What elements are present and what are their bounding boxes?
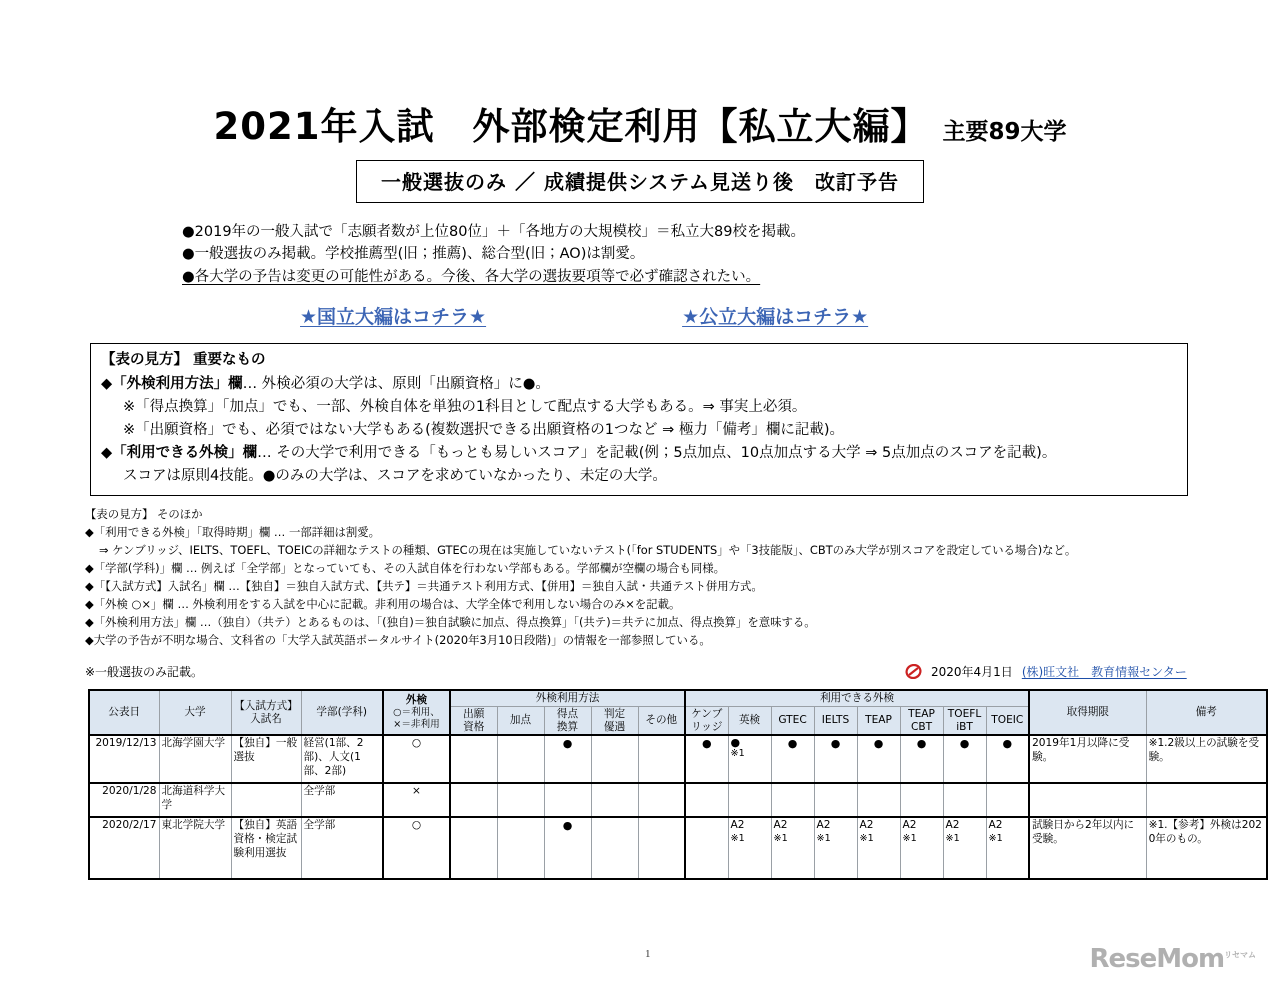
cell-university: 北海道科学大学 xyxy=(159,783,231,817)
intro-bullet-1: ●2019年の一般入試で「志願者数が上位80位」＋「各地方の大規模校」＝私立大89校を掲載。 xyxy=(182,224,805,240)
cell-toeic: ● xyxy=(986,735,1029,783)
cell-university: 東北学院大学 xyxy=(159,817,231,879)
th-cambridge-line2: リッジ xyxy=(691,720,723,733)
resemom-watermark-sup: リセマム xyxy=(1224,950,1256,960)
th-sonota: その他 xyxy=(638,706,685,735)
cell-teap-note: ※1 xyxy=(859,832,874,844)
intro-bullets xyxy=(0,221,1280,288)
table-body xyxy=(89,735,1267,879)
legend-line-4 xyxy=(101,442,1187,465)
note-line-5: ◆「【入試方式】入試名」欄 …【独自】＝独自入試方式、【共テ】＝共通テスト利用方式、【併用】＝独自入試・共通テスト併用方式。 xyxy=(85,578,763,593)
legend-line-1-text: … 外検必須の大学は、原則「出願資格」に●。 xyxy=(242,375,550,392)
subtitle-container xyxy=(0,160,1280,203)
cell-university: 北海学園大学 xyxy=(159,735,231,783)
th-toefl-ibt xyxy=(943,706,986,735)
cell-remarks xyxy=(1146,783,1267,817)
table-row xyxy=(89,783,1267,817)
th-shutsugan-line1: 出願 xyxy=(463,707,485,720)
cell-gaiken: ○ xyxy=(383,735,450,783)
cell-teap-cbt-value: A2 xyxy=(902,819,917,832)
cell-toeic xyxy=(986,817,1029,879)
table-header-group-row xyxy=(89,690,1267,706)
related-links xyxy=(0,302,1280,329)
cell-gtec xyxy=(771,817,814,879)
th-teap-cbt xyxy=(900,706,943,735)
cell-sonota xyxy=(638,783,685,817)
cell-gtec-value: A2 xyxy=(773,819,788,832)
th-hantei-yuugu xyxy=(591,706,638,735)
cell-shutsugan xyxy=(450,783,497,817)
cell-cambridge xyxy=(685,817,728,879)
th-teap: TEAP xyxy=(857,706,900,735)
resemom-watermark-text: ReseMom xyxy=(1089,944,1225,974)
cell-gaiken: × xyxy=(383,783,450,817)
link-public-universities[interactable]: ★公立大編はコチラ★ xyxy=(682,306,869,329)
cell-teap xyxy=(857,783,900,817)
cell-hantei xyxy=(591,735,638,783)
th-shutsugan-shikaku xyxy=(450,706,497,735)
th-katen: 加点 xyxy=(497,706,544,735)
th-toeic: TOEIC xyxy=(986,706,1029,735)
th-tokuten-line1: 得点 xyxy=(556,707,579,720)
cell-eiken-value: A2 xyxy=(730,819,745,832)
th-validity: 取得期限 xyxy=(1029,690,1146,736)
cell-tokuten: ● xyxy=(544,735,591,783)
cell-teap-cbt xyxy=(900,817,943,879)
th-remarks: 備考 xyxy=(1146,690,1267,736)
cell-toefl-value: A2 xyxy=(945,819,960,832)
cell-teap: ● xyxy=(857,735,900,783)
title-main: 2021年入試 外部検定利用【私立大編】 xyxy=(213,105,929,148)
cell-teap-value: A2 xyxy=(859,819,874,832)
cell-gtec xyxy=(771,783,814,817)
page-title xyxy=(0,96,1280,150)
university-exam-table xyxy=(88,689,1268,881)
legend-line-3: ※「出願資格」でも、必須ではない大学もある(複数選択できる出願資格の1つなど ⇒ 極力「備考」欄に記載)。 xyxy=(123,421,845,438)
cell-ielts: ● xyxy=(814,735,857,783)
legend-line-2: ※「得点換算」「加点」でも、一部、外検自体を単独の1科目として配点する大学もある。⇒ 事実上必須。 xyxy=(123,398,807,415)
cell-cambridge xyxy=(685,783,728,817)
cell-katen xyxy=(497,783,544,817)
th-hantei-line2: 優遇 xyxy=(603,720,626,733)
cell-faculty: 全学部 xyxy=(301,817,383,879)
secondary-notes xyxy=(85,505,1280,649)
cell-shutsugan xyxy=(450,735,497,783)
subtitle-box: 一般選抜のみ ／ 成績提供システム見送り後 改訂予告 xyxy=(356,160,924,203)
cell-toeic xyxy=(986,783,1029,817)
th-gaiken-line2: ○＝利用、 xyxy=(393,707,440,719)
cell-exam-name: 【独自】一般選抜 xyxy=(231,735,301,783)
th-group-available: 利用できる外検 xyxy=(685,690,1029,706)
cell-date: 2020/2/17 xyxy=(89,817,159,879)
cell-ielts xyxy=(814,817,857,879)
publication-date: 2020年4月1日 xyxy=(931,664,1013,679)
cell-teap-cbt xyxy=(900,783,943,817)
th-faculty: 学部(学科) xyxy=(301,690,383,736)
cell-toeic-value: A2 xyxy=(988,819,1003,832)
cell-ielts-note: ※1 xyxy=(816,832,831,844)
th-exam-name xyxy=(231,690,301,736)
cell-shutsugan xyxy=(450,817,497,879)
note-line-4: ◆「学部(学科)」欄 … 例えば「全学部」となっていても、その入試自体を行わない学部もある。学部欄が空欄の場合も同様。 xyxy=(85,560,725,575)
cell-gtec-note: ※1 xyxy=(773,832,788,844)
th-toefl-line1: TOEFL xyxy=(947,707,982,720)
table-row xyxy=(89,735,1267,783)
cell-toefl xyxy=(943,817,986,879)
th-gaiken-line1: 外検 xyxy=(405,694,428,707)
cell-remarks: ※1.【参考】外検は2020年のもの。 xyxy=(1146,817,1267,879)
obunsha-logo-icon xyxy=(905,664,922,679)
intro-bullet-2: ●一般選抜のみ掲載。学校推薦型(旧；推薦)、総合型(旧；AO)は割愛。 xyxy=(182,246,645,263)
note-line-8: ◆大学の予告が不明な場合、文科省の「大学入試英語ポータルサイト(2020年3月10日段階)」の情報を一部参照している。 xyxy=(85,632,711,647)
cell-validity: 試験日から2年以内に受験。 xyxy=(1029,817,1146,879)
cell-faculty: 全学部 xyxy=(301,783,383,817)
cell-eiken-value: ● xyxy=(730,736,741,750)
th-toefl-line2: iBT xyxy=(956,720,973,733)
cell-exam-name xyxy=(231,783,301,817)
document-page xyxy=(0,96,1280,982)
cell-gtec: ● xyxy=(771,735,814,783)
th-gtec: GTEC xyxy=(771,706,814,735)
cell-faculty: 経営(1部、2部)、人文(1部、2部) xyxy=(301,735,383,783)
cell-ielts xyxy=(814,783,857,817)
th-cambridge-line1: ケンブ xyxy=(691,707,723,720)
cell-toeic-note: ※1 xyxy=(988,832,1003,844)
th-shutsugan-line2: 資格 xyxy=(463,720,485,733)
th-eiken: 英検 xyxy=(728,706,771,735)
cell-eiken-note: ※1 xyxy=(730,748,745,760)
cell-validity xyxy=(1029,783,1146,817)
publisher-name: (株)旺文社 教育情報センター xyxy=(1021,664,1187,679)
cell-cambridge: ● xyxy=(685,735,728,783)
legend-line-1-label: ◆「外検利用方法」欄 xyxy=(101,375,243,392)
table-row xyxy=(89,817,1267,879)
th-date: 公表日 xyxy=(89,690,159,736)
cell-ielts-value: A2 xyxy=(816,819,831,832)
legend-line-1 xyxy=(101,373,1187,396)
th-tokuten-kansan xyxy=(544,706,591,735)
legend-box xyxy=(90,343,1188,495)
cell-toefl-note: ※1 xyxy=(945,832,960,844)
th-gaiken-line3: ×＝非利用 xyxy=(393,719,440,730)
legend-line-4-text: … その大学で利用できる「もっとも易しいスコア」を記載(例；5点加点、10点加点する大学 ⇒ 5点加点のスコアを記載)。 xyxy=(257,445,1057,462)
th-cambridge xyxy=(685,706,728,735)
link-national-universities[interactable]: ★国立大編はコチラ★ xyxy=(300,306,487,329)
cell-hantei xyxy=(591,783,638,817)
cell-toefl xyxy=(943,783,986,817)
note-line-7: ◆「外検利用方法」欄 …（独自）（共テ）とあるものは、「(独自)＝独自試験に加点、得点換算」「(共テ)＝共テに加点、得点換算」を意味する。 xyxy=(85,614,816,629)
cell-gaiken: ○ xyxy=(383,817,450,879)
cell-remarks: ※1.2級以上の試験を受験。 xyxy=(1146,735,1267,783)
cell-teap xyxy=(857,817,900,879)
legend-heading: 【表の見方】 重要なもの xyxy=(101,352,266,369)
th-ielts: IELTS xyxy=(814,706,857,735)
note-line-3: ⇒ ケンブリッジ、IELTS、TOEFL、TOEICの詳細なテストの種類、GTECの現在は実施していないテスト(「for STUDENTS」や「3技能版」、CBTのみ大学が別スコアを設定している場合)など。 xyxy=(99,542,1077,557)
legend-line-5: スコアは原則4技能。●のみの大学は、スコアを求めていなかったり、未定の大学。 xyxy=(123,468,667,485)
th-university: 大学 xyxy=(159,690,231,736)
cell-tokuten: ● xyxy=(544,817,591,879)
th-gaiken-usage xyxy=(383,690,450,736)
cell-hantei xyxy=(591,817,638,879)
th-teap-cbt-line1: TEAP xyxy=(908,707,935,720)
table-credit xyxy=(905,663,1187,680)
title-sub: 主要89大学 xyxy=(942,119,1067,145)
cell-date: 2019/12/13 xyxy=(89,735,159,783)
th-group-method: 外検利用方法 xyxy=(450,690,685,706)
cell-eiken xyxy=(728,817,771,879)
th-teap-cbt-line2: CBT xyxy=(910,720,933,733)
th-tokuten-line2: 換算 xyxy=(556,720,579,733)
th-exam-name-line1: 【入試方式】 xyxy=(234,699,298,712)
cell-teap-cbt: ● xyxy=(900,735,943,783)
table-caption-row xyxy=(0,663,1280,683)
data-table-container xyxy=(88,689,1262,881)
intro-bullet-3: ●各大学の予告は変更の可能性がある。今後、各大学の選抜要項等で必ず確認されたい。 xyxy=(182,268,761,285)
cell-validity: 2019年1月以降に受験。 xyxy=(1029,735,1146,783)
table-left-note: ※一般選抜のみ記載。 xyxy=(85,664,204,679)
cell-katen xyxy=(497,817,544,879)
cell-eiken xyxy=(728,783,771,817)
cell-exam-name: 【独自】英語資格・検定試験利用選抜 xyxy=(231,817,301,879)
cell-tokuten xyxy=(544,783,591,817)
note-line-2: ◆「利用できる外検」「取得時期」欄 … 一部詳細は割愛。 xyxy=(85,524,381,539)
th-exam-name-line2: 入試名 xyxy=(250,712,282,725)
legend-line-4-label: ◆「利用できる外検」欄 xyxy=(101,445,258,462)
cell-eiken-note: ※1 xyxy=(730,832,745,844)
resemom-watermark xyxy=(1089,944,1256,974)
cell-sonota xyxy=(638,817,685,879)
note-line-1: 【表の見方】 そのほか xyxy=(85,506,203,521)
cell-eiken xyxy=(728,735,771,783)
cell-toefl: ● xyxy=(943,735,986,783)
cell-date: 2020/1/28 xyxy=(89,783,159,817)
cell-sonota xyxy=(638,735,685,783)
cell-teap-cbt-note: ※1 xyxy=(902,832,917,844)
th-hantei-line1: 判定 xyxy=(603,707,626,720)
page-number: 1 xyxy=(645,948,651,960)
cell-katen xyxy=(497,735,544,783)
note-line-6: ◆「外検 ○×」欄 … 外検利用をする入試を中心に記載。非利用の場合は、大学全体で利用しない場合のみ×を記載。 xyxy=(85,596,681,611)
